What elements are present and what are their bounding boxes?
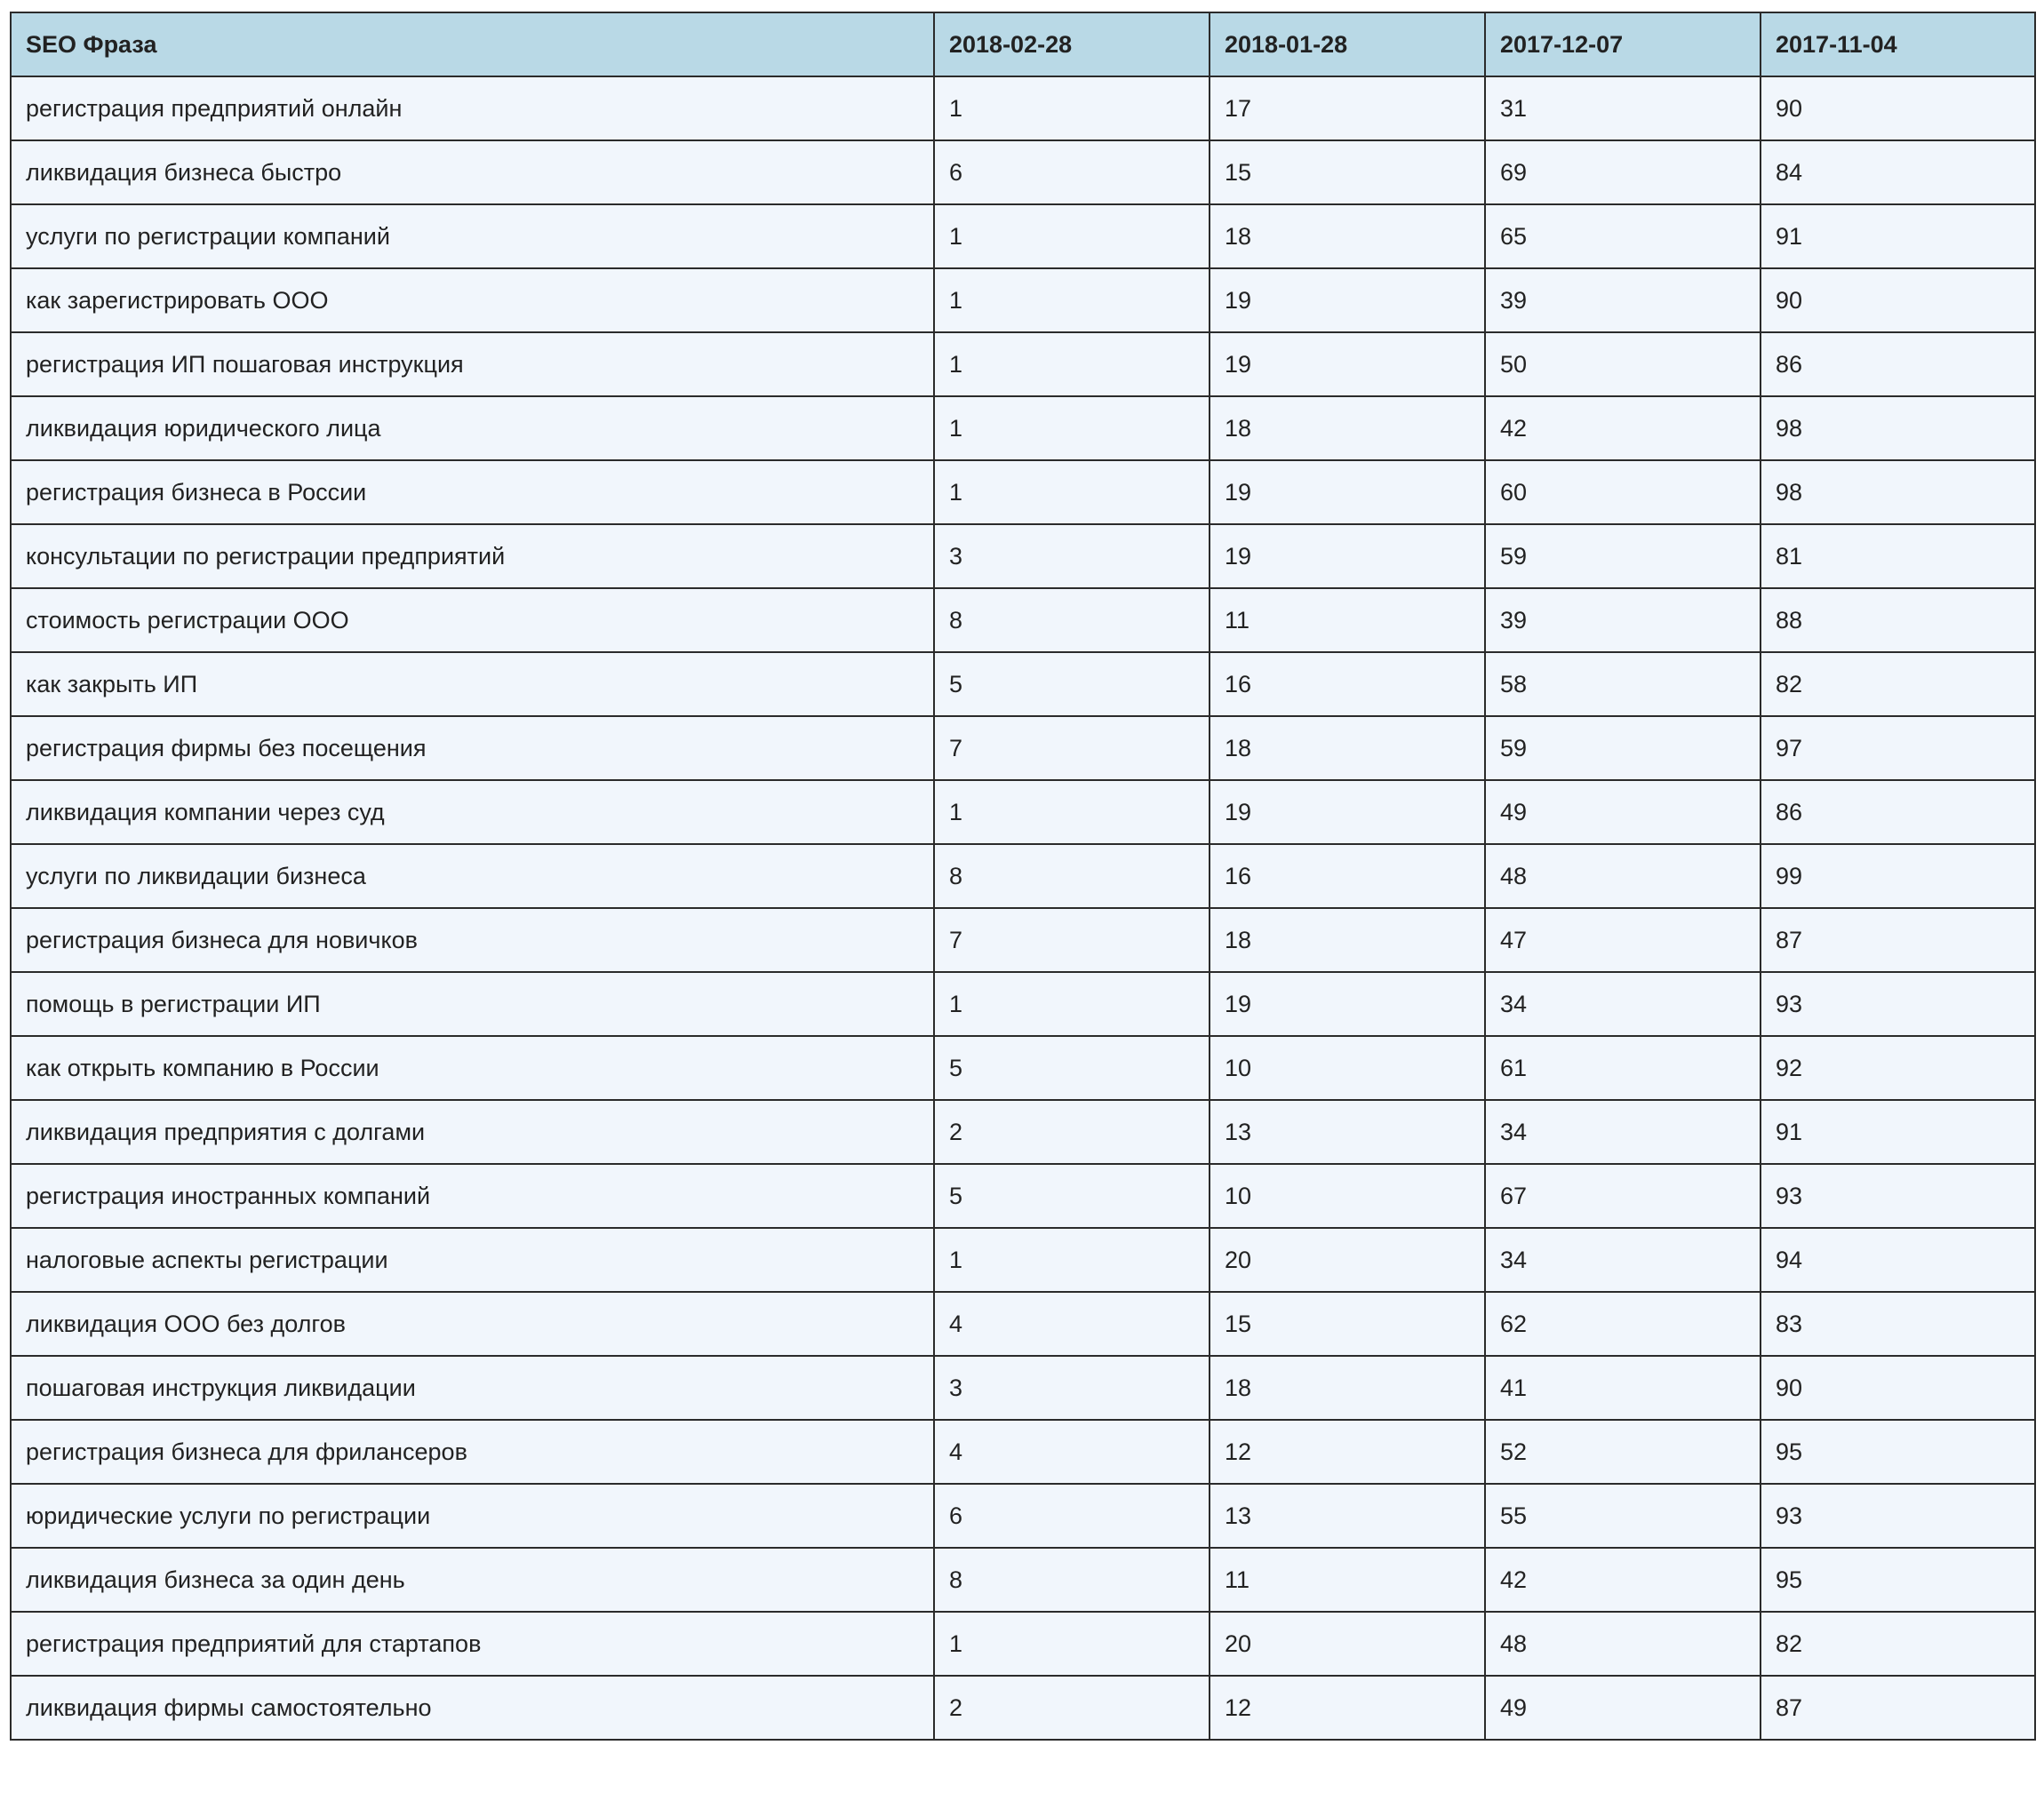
position-cell: 48 [1485,1612,1761,1676]
position-cell: 34 [1485,1100,1761,1164]
seo-phrase-cell: консультации по регистрации предприятий [11,524,934,588]
position-cell: 59 [1485,524,1761,588]
position-cell: 8 [934,588,1210,652]
position-cell: 90 [1761,76,2035,140]
seo-phrase-cell: как закрыть ИП [11,652,934,716]
position-cell: 5 [934,652,1210,716]
position-cell: 83 [1761,1292,2035,1356]
column-header-date-4[interactable]: 2017-11-04 [1761,12,2035,76]
table-row [11,716,2035,780]
table-row [11,524,2035,588]
position-cell: 19 [1210,972,1485,1036]
seo-phrase-cell: ликвидация предприятия с долгами [11,1100,934,1164]
column-header-seo-phrase[interactable]: SEO Фраза [11,12,934,76]
column-header-date-2[interactable]: 2018-01-28 [1210,12,1485,76]
position-cell: 93 [1761,1484,2035,1548]
position-cell: 47 [1485,908,1761,972]
position-cell: 18 [1210,908,1485,972]
position-cell: 1 [934,268,1210,332]
position-cell: 52 [1485,1420,1761,1484]
seo-phrase-cell: ликвидация ООО без долгов [11,1292,934,1356]
seo-phrase-cell: помощь в регистрации ИП [11,972,934,1036]
position-cell: 19 [1210,332,1485,396]
position-cell: 65 [1485,204,1761,268]
position-cell: 81 [1761,524,2035,588]
position-cell: 42 [1485,1548,1761,1612]
position-cell: 4 [934,1292,1210,1356]
table-row [11,1164,2035,1228]
position-cell: 59 [1485,716,1761,780]
position-cell: 19 [1210,524,1485,588]
position-cell: 2 [934,1100,1210,1164]
seo-phrase-cell: ликвидация юридического лица [11,396,934,460]
table-row [11,268,2035,332]
position-cell: 1 [934,1228,1210,1292]
position-cell: 6 [934,1484,1210,1548]
position-cell: 19 [1210,460,1485,524]
table-row [11,396,2035,460]
position-cell: 86 [1761,780,2035,844]
seo-phrase-cell: юридические услуги по регистрации [11,1484,934,1548]
position-cell: 19 [1210,268,1485,332]
position-cell: 82 [1761,1612,2035,1676]
position-cell: 61 [1485,1036,1761,1100]
position-cell: 10 [1210,1164,1485,1228]
position-cell: 12 [1210,1676,1485,1740]
seo-phrase-cell: ликвидация фирмы самостоятельно [11,1676,934,1740]
seo-phrase-cell: пошаговая инструкция ликвидации [11,1356,934,1420]
seo-phrase-cell: ликвидация компании через суд [11,780,934,844]
seo-phrase-cell: налоговые аспекты регистрации [11,1228,934,1292]
seo-phrase-cell: регистрация фирмы без посещения [11,716,934,780]
position-cell: 31 [1485,76,1761,140]
position-cell: 34 [1485,1228,1761,1292]
position-cell: 91 [1761,204,2035,268]
position-cell: 15 [1210,1292,1485,1356]
position-cell: 18 [1210,716,1485,780]
seo-rankings-table [10,12,2036,1741]
table-row [11,1612,2035,1676]
table-row [11,908,2035,972]
seo-phrase-cell: ликвидация бизнеса за один день [11,1548,934,1612]
position-cell: 19 [1210,780,1485,844]
position-cell: 11 [1210,588,1485,652]
column-header-date-3[interactable]: 2017-12-07 [1485,12,1761,76]
position-cell: 18 [1210,396,1485,460]
position-cell: 17 [1210,76,1485,140]
seo-phrase-cell: регистрация бизнеса в России [11,460,934,524]
seo-phrase-cell: услуги по ликвидации бизнеса [11,844,934,908]
seo-phrase-cell: регистрация ИП пошаговая инструкция [11,332,934,396]
seo-phrase-cell: стоимость регистрации ООО [11,588,934,652]
position-cell: 90 [1761,268,2035,332]
position-cell: 95 [1761,1420,2035,1484]
position-cell: 20 [1210,1612,1485,1676]
table-row [11,1676,2035,1740]
position-cell: 8 [934,844,1210,908]
table-row [11,1420,2035,1484]
position-cell: 12 [1210,1420,1485,1484]
table-row [11,140,2035,204]
seo-phrase-cell: регистрация бизнеса для фрилансеров [11,1420,934,1484]
position-cell: 11 [1210,1548,1485,1612]
position-cell: 55 [1485,1484,1761,1548]
position-cell: 60 [1485,460,1761,524]
position-cell: 98 [1761,396,2035,460]
position-cell: 62 [1485,1292,1761,1356]
table-row [11,780,2035,844]
position-cell: 88 [1761,588,2035,652]
position-cell: 42 [1485,396,1761,460]
seo-phrase-cell: регистрация бизнеса для новичков [11,908,934,972]
table-row [11,588,2035,652]
table-row [11,1356,2035,1420]
position-cell: 5 [934,1164,1210,1228]
position-cell: 13 [1210,1484,1485,1548]
position-cell: 39 [1485,588,1761,652]
seo-rankings-table-container [10,12,2034,1741]
position-cell: 10 [1210,1036,1485,1100]
position-cell: 18 [1210,204,1485,268]
table-row [11,1036,2035,1100]
position-cell: 18 [1210,1356,1485,1420]
table-header [11,12,2035,76]
position-cell: 39 [1485,268,1761,332]
position-cell: 93 [1761,1164,2035,1228]
table-row [11,972,2035,1036]
position-cell: 3 [934,1356,1210,1420]
position-cell: 1 [934,76,1210,140]
position-cell: 87 [1761,1676,2035,1740]
table-row [11,460,2035,524]
table-row [11,1548,2035,1612]
table-row [11,1484,2035,1548]
position-cell: 1 [934,460,1210,524]
position-cell: 6 [934,140,1210,204]
table-row [11,332,2035,396]
table-row [11,652,2035,716]
position-cell: 49 [1485,1676,1761,1740]
position-cell: 8 [934,1548,1210,1612]
position-cell: 86 [1761,332,2035,396]
position-cell: 87 [1761,908,2035,972]
position-cell: 16 [1210,652,1485,716]
position-cell: 58 [1485,652,1761,716]
seo-phrase-cell: услуги по регистрации компаний [11,204,934,268]
position-cell: 20 [1210,1228,1485,1292]
seo-phrase-cell: как зарегистрировать ООО [11,268,934,332]
position-cell: 1 [934,332,1210,396]
position-cell: 67 [1485,1164,1761,1228]
position-cell: 1 [934,204,1210,268]
position-cell: 7 [934,908,1210,972]
position-cell: 3 [934,524,1210,588]
position-cell: 1 [934,396,1210,460]
position-cell: 99 [1761,844,2035,908]
position-cell: 34 [1485,972,1761,1036]
position-cell: 49 [1485,780,1761,844]
seo-phrase-cell: регистрация предприятий для стартапов [11,1612,934,1676]
position-cell: 50 [1485,332,1761,396]
position-cell: 97 [1761,716,2035,780]
position-cell: 98 [1761,460,2035,524]
position-cell: 7 [934,716,1210,780]
table-row [11,76,2035,140]
seo-phrase-cell: ликвидация бизнеса быстро [11,140,934,204]
position-cell: 93 [1761,972,2035,1036]
position-cell: 48 [1485,844,1761,908]
table-row [11,204,2035,268]
position-cell: 16 [1210,844,1485,908]
seo-phrase-cell: как открыть компанию в России [11,1036,934,1100]
table-row [11,1228,2035,1292]
position-cell: 90 [1761,1356,2035,1420]
table-row [11,844,2035,908]
column-header-date-1[interactable]: 2018-02-28 [934,12,1210,76]
table-row [11,1292,2035,1356]
table-body [11,76,2035,1740]
position-cell: 4 [934,1420,1210,1484]
position-cell: 95 [1761,1548,2035,1612]
position-cell: 1 [934,780,1210,844]
position-cell: 92 [1761,1036,2035,1100]
seo-phrase-cell: регистрация иностранных компаний [11,1164,934,1228]
position-cell: 15 [1210,140,1485,204]
position-cell: 5 [934,1036,1210,1100]
position-cell: 1 [934,972,1210,1036]
position-cell: 82 [1761,652,2035,716]
position-cell: 41 [1485,1356,1761,1420]
position-cell: 1 [934,1612,1210,1676]
header-row [11,12,2035,76]
position-cell: 2 [934,1676,1210,1740]
table-row [11,1100,2035,1164]
seo-phrase-cell: регистрация предприятий онлайн [11,76,934,140]
position-cell: 13 [1210,1100,1485,1164]
position-cell: 91 [1761,1100,2035,1164]
position-cell: 94 [1761,1228,2035,1292]
position-cell: 84 [1761,140,2035,204]
position-cell: 69 [1485,140,1761,204]
